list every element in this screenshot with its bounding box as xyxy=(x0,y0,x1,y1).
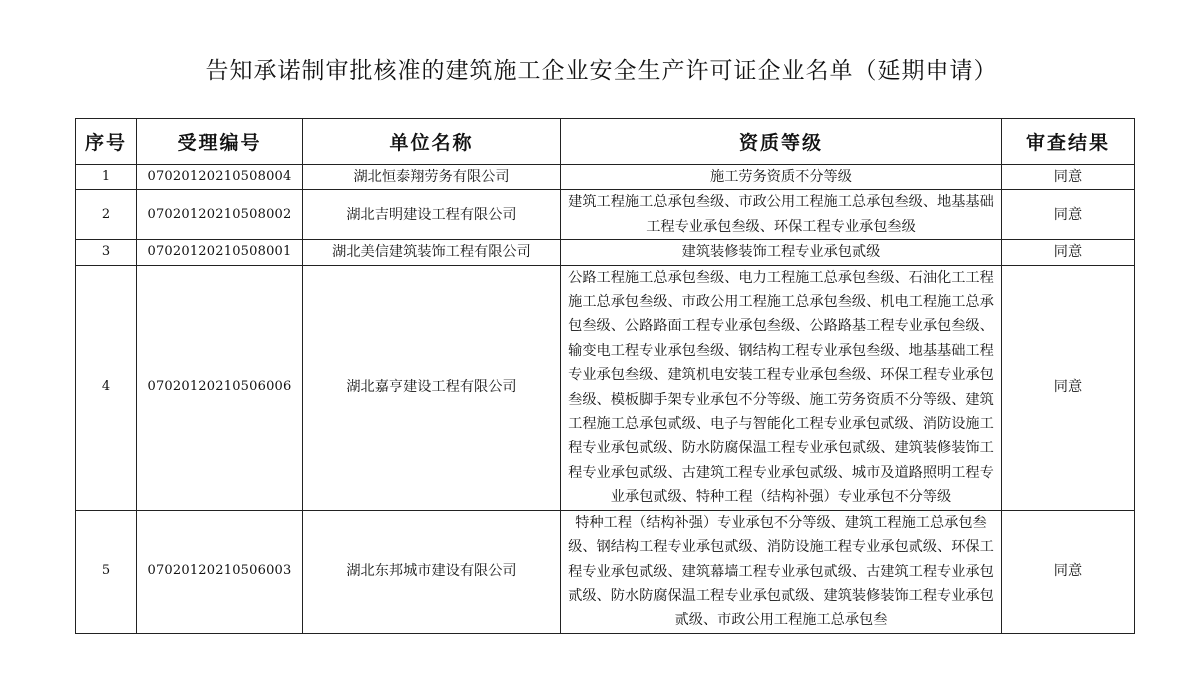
table-header-row xyxy=(76,119,1135,165)
row-accept-no: 07020120210508004 xyxy=(137,165,303,190)
row-accept-no: 07020120210508002 xyxy=(137,190,303,240)
row-seq: 3 xyxy=(76,240,137,265)
row-result: 同意 xyxy=(1002,510,1135,633)
header-company: 单位名称 xyxy=(303,119,561,165)
row-company: 湖北恒泰翔劳务有限公司 xyxy=(303,165,561,190)
row-accept-no: 07020120210506006 xyxy=(137,265,303,510)
row-result: 同意 xyxy=(1002,265,1135,510)
row-seq: 5 xyxy=(76,510,137,633)
header-seq: 序号 xyxy=(76,119,137,165)
row-qualification: 公路工程施工总承包叁级、电力工程施工总承包叁级、石油化工工程施工总承包叁级、市政公用工程施工总承包叁级、机电工程施工总承包叁级、公路路面工程专业承包叁级、公路路基工程专业承包叁级、输变电工程专业承包叁级、钢结构工程专业承包叁级、地基基础工程专业承包叁级、建筑机电安装工程专业承包叁级、环保工程专业承包叁级、模板脚手架专业承包不分等级、施工劳务资质不分等级、建筑工程施工总承包贰级、电子与智能化工程专业承包贰级、消防设施工程专业承包贰级、防水防腐保温工程专业承包贰级、建筑装修装饰工程专业承包贰级、古建筑工程专业承包贰级、城市及道路照明工程专业承包贰级、特种工程（结构补强）专业承包不分等级 xyxy=(561,265,1002,510)
row-qualification xyxy=(561,510,1002,633)
table-row xyxy=(76,190,1135,240)
row-company: 湖北嘉亨建设工程有限公司 xyxy=(303,265,561,510)
row-seq: 4 xyxy=(76,265,137,510)
row-result: 同意 xyxy=(1002,190,1135,240)
header-qualification: 资质等级 xyxy=(561,119,1002,165)
row-seq: 1 xyxy=(76,165,137,190)
row-qualification-text: 特种工程（结构补强）专业承包不分等级、建筑工程施工总承包叁级、钢结构工程专业承包贰级、消防设施工程专业承包贰级、环保工程专业承包贰级、建筑幕墙工程专业承包贰级、古建筑工程专业承包贰级、防水防腐保温工程专业承包贰级、建筑装修装饰工程专业承包贰级、市政公用工程施工总承包叁 xyxy=(568,514,994,629)
table-row xyxy=(76,265,1135,510)
row-qualification: 建筑工程施工总承包叁级、市政公用工程施工总承包叁级、地基基础工程专业承包叁级、环保工程专业承包叁级 xyxy=(561,190,1002,240)
table-row xyxy=(76,240,1135,265)
document-title: 告知承诺制审批核准的建筑施工企业安全生产许可证企业名单（延期申请） xyxy=(205,58,998,84)
row-accept-no: 07020120210506003 xyxy=(137,510,303,633)
row-company: 湖北美信建筑装饰工程有限公司 xyxy=(303,240,561,265)
company-list-table xyxy=(75,118,1135,634)
row-result: 同意 xyxy=(1002,165,1135,190)
table-row xyxy=(76,510,1135,633)
row-seq: 2 xyxy=(76,190,137,240)
table-row xyxy=(76,165,1135,190)
row-accept-no: 07020120210508001 xyxy=(137,240,303,265)
row-qualification: 建筑装修装饰工程专业承包贰级 xyxy=(561,240,1002,265)
header-result: 审查结果 xyxy=(1002,119,1135,165)
row-result: 同意 xyxy=(1002,240,1135,265)
row-qualification: 施工劳务资质不分等级 xyxy=(561,165,1002,190)
row-company: 湖北吉明建设工程有限公司 xyxy=(303,190,561,240)
row-company: 湖北东邦城市建设有限公司 xyxy=(303,510,561,633)
header-accept-no: 受理编号 xyxy=(137,119,303,165)
